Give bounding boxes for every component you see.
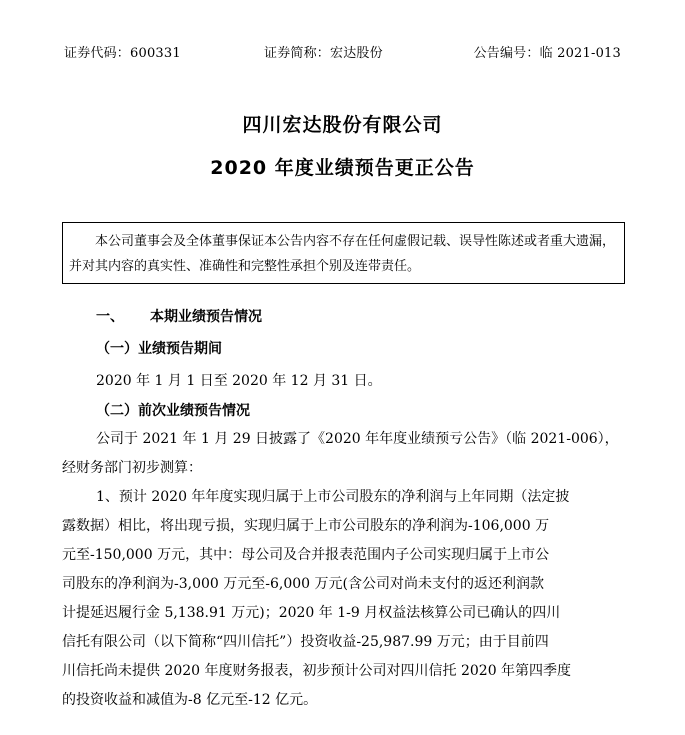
- forecast-period-text: 2020 年 1 月 1 日至 2020 年 12 月 31 日。: [96, 373, 382, 389]
- company-name-title: 四川宏达股份有限公司: [242, 114, 443, 136]
- previous-forecast-intro-paragraph: [62, 425, 625, 483]
- stock-code: 证券代码：600331: [64, 46, 181, 61]
- paragraph-line: 公司于 2021 年 1 月 29 日披露了《2020 年年度业绩预亏公告》（临 2021-006），: [96, 431, 619, 447]
- paragraph-line: 1、预计 2020 年年度实现归属于上市公司股东的净利润与上年同期（法定披: [96, 489, 570, 505]
- paragraph-line: 计提延迟履行金 5,138.91 万元)；2020 年 1-9 月权益法核算公司已确认的四川: [62, 605, 561, 621]
- section-number: 一、: [96, 309, 124, 325]
- paragraph-line: 露数据）相比，将出现亏损，实现归属于上市公司股东的净利润为-106,000 万: [62, 518, 550, 534]
- paragraph-line: 经财务部门初步测算：: [62, 460, 202, 476]
- paragraph-line: 的投资收益和减值为-8 亿元至-12 亿元。: [62, 692, 318, 708]
- net-profit-forecast-paragraph: [62, 483, 625, 715]
- announcement-title: 2020 年度业绩预告更正公告: [210, 157, 475, 179]
- paragraph-line: 元至-150,000 万元，其中：母公司及合并报表范围内子公司实现归属于上市公: [62, 547, 550, 563]
- announcement-number: 公告编号：临 2021-013: [473, 46, 621, 61]
- subsection-heading-previous-forecast: （二）前次业绩预告情况: [96, 403, 250, 419]
- paragraph-line: 信托有限公司（以下简称“四川信托”）投资收益-25,987.99 万元；由于目前四: [62, 634, 549, 650]
- subsection-heading-period: （一）业绩预告期间: [96, 341, 222, 357]
- stock-abbreviation: 证券简称：宏达股份: [264, 46, 383, 61]
- section-title: 本期业绩预告情况: [150, 309, 262, 325]
- paragraph-line: 司股东的净利润为-3,000 万元至-6,000 万元(含公司对尚未支付的返还利润款: [62, 576, 544, 592]
- section-heading-1: [96, 306, 262, 326]
- board-guarantee-notice: 本公司董事会及全体董事保证本公告内容不存在任何虚假记载、误导性陈述或者重大遗漏，并对其内容的真实性、准确性和完整性承担个别及连带责任。: [62, 222, 625, 284]
- paragraph-line: 川信托尚未提供 2020 年度财务报表，初步预计公司对四川信托 2020 年第四季度: [62, 663, 572, 679]
